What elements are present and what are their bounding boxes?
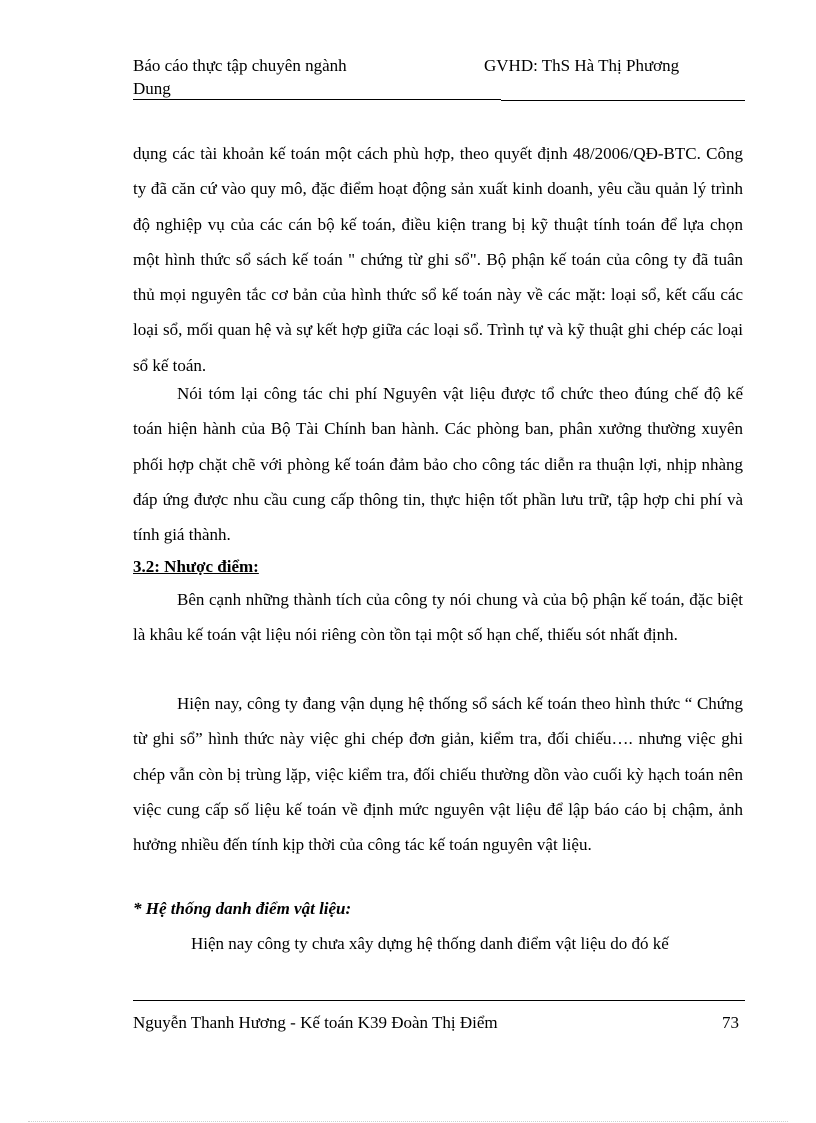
- section-heading-3-2: 3.2: Nhược điểm:: [133, 557, 259, 576]
- footer-rule-left: [133, 1000, 493, 1001]
- subheading-material-catalog: * Hệ thống danh điểm vật liệu:: [133, 899, 352, 918]
- header-rule-right: [501, 100, 745, 101]
- footer-rule-right: [493, 1000, 745, 1001]
- footer-author: Nguyễn Thanh Hương - Kế toán K39 Đoàn Thị Điểm: [133, 1013, 498, 1032]
- header-supervisor: GVHD: ThS Hà Thị Phương: [484, 56, 680, 75]
- paragraph-accounting-system: dụng các tài khoản kế toán một cách phù hợp, theo quyết định 48/2006/QĐ-BTC. Công ty đã căn cứ vào quy mô, đặc điểm hoạt động sản xuất kinh doanh, yêu cầu quản lý trình độ nghiệp vụ của các cán bộ kế toán, điều kiện trang bị kỹ thuật tính toán để lựa chọn một hình thức sổ sách kế toán " chứng từ ghi sổ". Bộ phận kế toán của công ty đã tuân thủ mọi nguyên tắc cơ bản của hình thức sổ kế toán này về các mặt: loại sổ, kết cấu các loại sổ, mối quan hệ và sự kết hợp giữa các loại sổ. Trình tự và kỹ thuật ghi chép các loại sổ kế toán.: [133, 144, 743, 375]
- header-rule-left: [133, 99, 501, 100]
- paragraph-material-catalog: Hiện nay công ty chưa xây dựng hệ thống danh điểm vật liệu do đó kế: [191, 934, 669, 953]
- page-bottom-edge: [28, 1121, 788, 1122]
- paragraph-shortcomings: Bên cạnh những thành tích của công ty nói chung và của bộ phận kế toán, đặc biệt là khâu kế toán vật liệu nói riêng còn tồn tại một số hạn chế, thiếu sót nhất định.: [133, 590, 743, 645]
- page-number: 73: [722, 1013, 739, 1032]
- paragraph-bookkeeping-form: Hiện nay, công ty đang vận dụng hệ thống sổ sách kế toán theo hình thức “ Chứng từ ghi sổ” hình thức này việc ghi chép đơn giản, kiểm tra, đối chiếu…. nhưng việc ghi chép vẫn còn bị trùng lặp, việc kiểm tra, đối chiếu thường dồn vào cuối kỳ hạch toán nên việc cung cấp số liệu kế toán về định mức nguyên vật liệu để lập báo cáo bị chậm, ảnh hưởng nhiều đến tính kịp thời của công tác kế toán nguyên vật liệu.: [133, 694, 743, 855]
- paragraph-summary: Nói tóm lại công tác chi phí Nguyên vật liệu được tổ chức theo đúng chế độ kế toán hiện hành của Bộ Tài Chính ban hành. Các phòng ban, phân xưởng thường xuyên phối hợp chặt chẽ với phòng kế toán đảm bảo cho công tác diễn ra thuận lợi, nhịp nhàng đáp ứng được nhu cầu cung cấp thông tin, thực hiện tốt phần lưu trữ, tập hợp chi phí và tính giá thành.: [133, 384, 743, 545]
- header-report-title: Báo cáo thực tập chuyên ngành Dung: [133, 56, 347, 98]
